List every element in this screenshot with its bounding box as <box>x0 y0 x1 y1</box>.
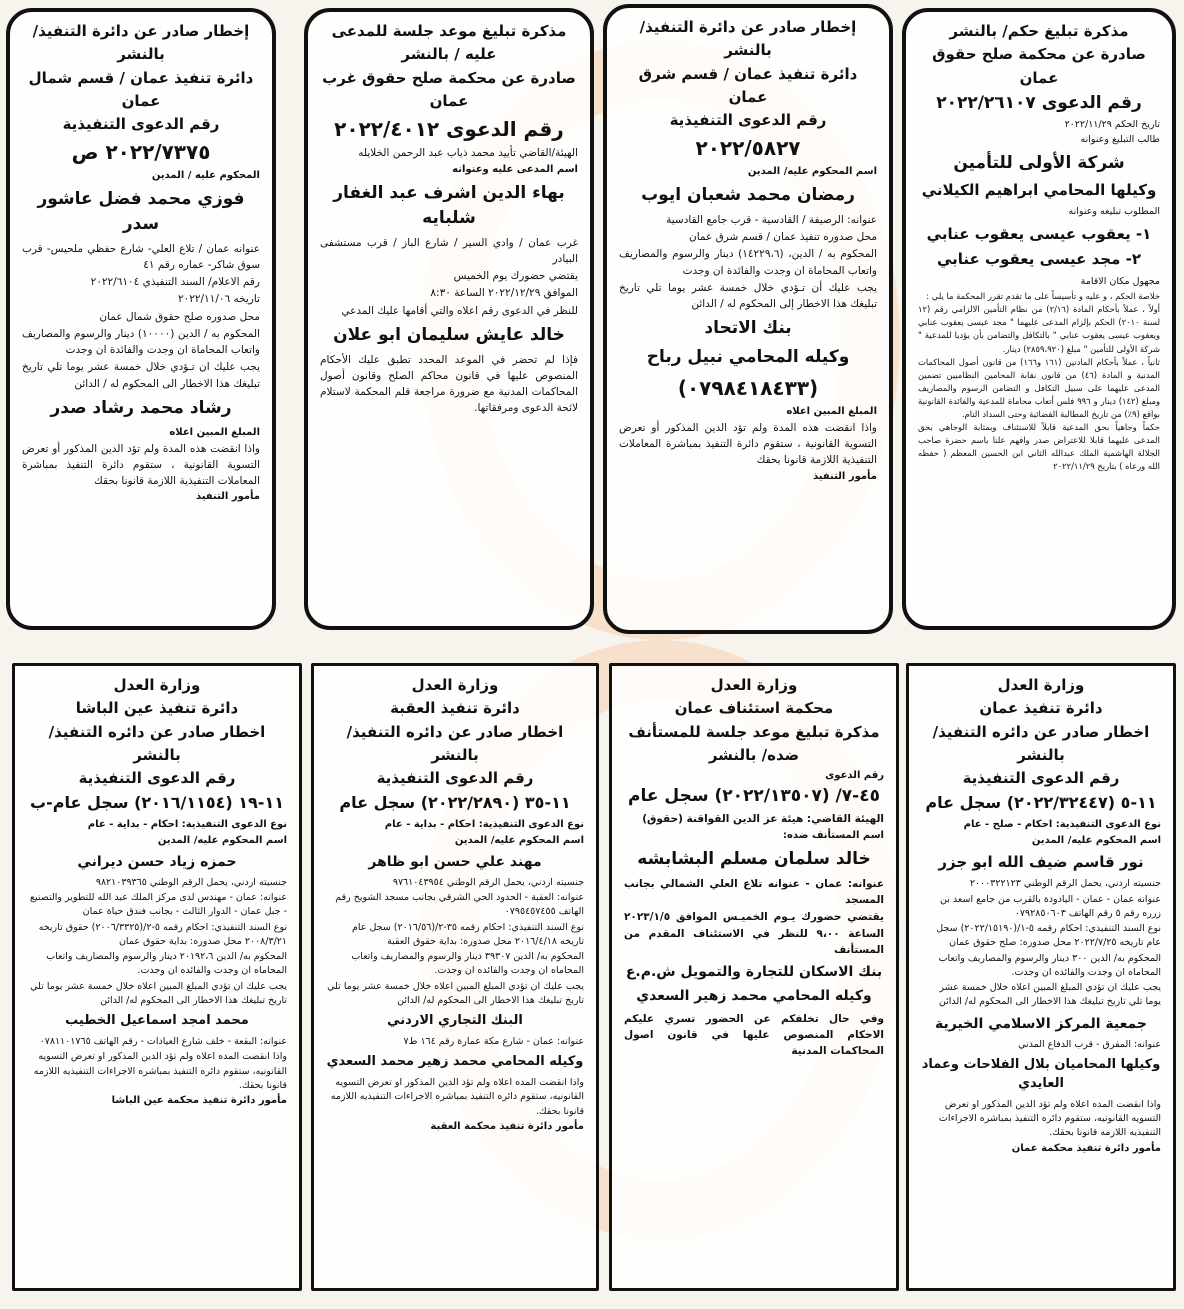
respondent-address: عنوانه: عمان - عنوانه تلاع العلي الشمالي بجانب المسجد <box>624 877 884 906</box>
respondent-name: خالد سلمان مسلم البشابشه <box>637 849 871 870</box>
creditor-lawyer: وكيله المحامي محمد زهير محمد السعدي <box>326 1054 584 1070</box>
debtor-label: اسم المحكوم عليه/ المدين <box>157 834 287 846</box>
issued-by: محل صدوره صلح حقوق شمال عمان <box>99 310 260 323</box>
judge-panel: الهيئة القاضي: هيئة عز الدين القواقنة (حقوق) <box>642 812 884 825</box>
creditor-name: جمعية المركز الاسلامي الخيرية <box>935 1015 1147 1032</box>
court-title: محكمة استئناف عمان <box>674 699 834 718</box>
officer-signature: مأمور التنفيذ <box>195 491 260 503</box>
case-type: نوع الدعوى التنفيذية: احكام - بداية - عام <box>384 818 584 830</box>
case-number: ٢٠٢٢/٧٣٧٥ ص <box>71 140 211 165</box>
creditor-lawyers: وكيلها المحاميان بلال الفلاحات وعماد العايدي <box>921 1057 1161 1092</box>
notice-title: إخطار صادر عن دائرة التنفيذ/ بالنشر <box>639 18 857 60</box>
respondent-label: اسم المستأنف ضده: <box>783 830 884 842</box>
enforcement-warning: واذا انقضت هذه المدة ولم تؤد الدين المذكور أو تعرض التسوية القانونية ، ستقوم دائرة التنفيذ بمباشرة المعاملات التنفيذية اللازمة قانونا بحقك <box>22 442 260 488</box>
judge-panel: الهيئة/القاضي تأييد محمد ذياب عبد الرحمن الخلايله <box>358 147 578 159</box>
payment-deadline: يجب عليك أن تـؤدي خلال خمسة عشر يوما تلي تاريخ تبليغك هذا الاخطار إلى المحكوم له / الدائن <box>619 281 877 311</box>
hearing-details: يقتضي حضورك يـوم الخميـس الموافق ٢٠٢٣/١/٥ الساعة ٩،٠٠ للنظر في الاستئناف المقدم من المستأنف <box>624 911 884 956</box>
absence-warning: وفي حال تخلفكم عن الحضور تسري عليكم الاحكام المنصوص عليها في قانون اصول المحاكمات المدنية <box>624 1012 884 1058</box>
debtor-nationality: جنسيته اردني، يحمل الرقم الوطني ٩٧٦١٠٤٣٩٥٤ <box>392 876 584 888</box>
payment-deadline: يجب عليك ان تؤدي المبلغ المبين اعلاه خلال خمسة عشر يوما تلي تاريخ تبليغك هذا الاخطار الى المحكوم له/ الدائن <box>30 980 287 1006</box>
notice-hearing-west-amman <box>304 8 594 630</box>
payment-deadline: يجب عليك ان تؤدي المبلغ المبين اعلاه خلال خمسة عشر يوما تلي تاريخ تبليغك هذا الاخطار الى المحكوم له/ الدائن <box>938 982 1161 1008</box>
plaintiff-name: خالد عايش سليمان ابو علان <box>333 324 565 345</box>
instrument-details: نوع السند التنفيذي: احكام رقمه ٥-٢/(٢٠٠٦/٣٣٢٥) حقوق تاريخه ٢٠٠٨/٣/٢١ محل صدوره: بداية حقوق عمان <box>38 921 287 947</box>
ministry-title: وزارة العدل <box>710 676 798 694</box>
notice-title: مذكرة تبليغ حكم/ بالنشر <box>949 22 1129 40</box>
notice-title: اخطار صادر عن دائره التنفيذ/ بالنشر <box>48 722 266 764</box>
case-number: رقم الدعوى ٢٠٢٢/٤٠١٢ <box>334 117 564 141</box>
ministry-title: وزارة العدل <box>113 676 201 694</box>
appellant-lawyer: وكيله المحامي محمد زهير السعدي <box>636 988 872 1005</box>
notice-department: دائرة تنفيذ عمان / قسم شرق عمان <box>638 64 858 106</box>
notice-execution-north-amman <box>6 8 276 630</box>
notice-court: صادرة عن محكمة صلح حقوق عمان <box>932 45 1146 87</box>
judgment-amount: المحكوم به/ الدين ٢٠١٩٢،٦ دينار والرسوم والمصاريف واتعاب المحاماه ان وجدت والفائده ان وجدت. <box>46 951 287 977</box>
debtor-address: عنوانه عمان / تلاع العلي- شارع حفظي ملحيس- قرب سوق شاكر- عماره رقم ٤١ <box>22 242 260 271</box>
notice-execution-aqaba <box>311 663 599 1291</box>
case-label: رقم الدعوى التنفيذية <box>62 115 220 133</box>
notice-title: مذكرة تبليغ موعد جلسة للمدعى عليه / بالنشر <box>331 22 567 64</box>
case-number: ٢٠٢٢/٥٨٢٧ <box>695 136 801 161</box>
defendant-name: بهاء الدين اشرف عبد الغفار شلبايه <box>333 183 565 228</box>
case-type: نوع الدعوى التنفيذية: احكام - بداية - عام <box>87 818 287 830</box>
instrument-date: تاريخه ٢٠٢٢/١١/٠٦ <box>177 293 260 306</box>
plaintiff-lawyer: وكيلها المحامي ابراهيم الكيلاني <box>921 180 1157 199</box>
notice-title: اخطار صادر عن دائره التنفيذ/ بالنشر <box>932 722 1150 764</box>
ministry-title: وزارة العدل <box>411 676 499 694</box>
hearing-day: يقتضي حضورك يوم الخميس <box>453 270 578 283</box>
debtor-nationality: جنسيته اردني، يحمل الرقم الوطني ٩٨٢١٠٣٩٣٦٥ <box>95 876 287 888</box>
plaintiff-company: شركة الأولى للتأمين <box>953 153 1125 174</box>
notice-title: مذكرة تبليغ موعد جلسة للمستأنف ضده/ بالنشر <box>628 722 880 764</box>
case-number: رقم الدعوى ٢٠٢٢/٢٦١٠٧ <box>936 92 1142 113</box>
notice-execution-east-amman <box>603 4 893 634</box>
notice-appeal-amman <box>609 663 899 1291</box>
officer-signature: مأمور دائرة تنفيذ محكمة عين الباشا <box>111 1095 287 1107</box>
debtor-address: عنوانه: عمان - مهندس لدى مركز الملك عبد الله للتطوير والتصنيع - جبل عمان - الدوار الثالث - بجانب فندق حياة عمان <box>30 892 287 918</box>
debtor-nationality: جنسيته اردني، يحمل الرقم الوطني ٢٠٠٠٣٢٢١٢٣ <box>969 878 1161 890</box>
debtor-address: عنوانه عمان - عمان - اليادودة بالقرب من جامع اسعد بن زرره رقم ٥ رقم الهاتف ٠٧٩٢٨٥٠٦٠٣ <box>940 893 1161 919</box>
lawyer-phone: (٠٧٩٨٤١٨٤٣٣) <box>677 375 819 400</box>
issued-by: محل صدوره تنفيذ عمان / قسم شرق عمان <box>688 231 877 244</box>
defendant-label: المطلوب تبليغه وعنوانه <box>1068 206 1160 218</box>
case-label: رقم الدعوى التنفيذية <box>376 769 534 787</box>
creditor-name: بنك الاتحاد <box>704 318 792 339</box>
case-number: ١١-٣٥ (٢٠٢٢/٢٨٩٠) سجل عام <box>339 793 571 813</box>
notice-judgment-summons <box>902 8 1176 630</box>
creditor-address: عنوانه: عمان - شارع مكة عمارة رقم ١٦٤ ط٧ <box>403 1036 584 1048</box>
instrument-details: نوع السند التنفيذي: احكام رقمه ٣٥-٢/(٢٠١٦/٥٦) سجل عام تاريخه ٢٠١٦/٤/١٨ محل صدوره: بداية حقوق العقبة <box>352 921 584 947</box>
case-type: نوع الدعوى التنفيذية: احكام - صلح - عام <box>963 818 1161 830</box>
requester-label: طالب التبليغ وعنوانه <box>1080 133 1160 145</box>
debtor-label: اسم المحكوم عليه/ المدين <box>1031 834 1161 846</box>
creditor-address: عنوانه: البقعة - خلف شارع العيادات - رقم الهاتف ٠٧٨١١٠١٧٦٥ <box>39 1036 287 1048</box>
judgment-amount: المحكوم به/ الدين ٣٠٠ دينار والرسوم والمصاريف واتعاب المحاماه ان وجدت والفائده ان وجدت. <box>938 952 1161 978</box>
payment-deadline: يجب عليك ان تؤدي المبلغ المبين اعلاه خلال خمسة عشر يوما تلي تاريخ تبليغك هذا الاخطار الى المحكوم له/ الدائن <box>327 980 584 1006</box>
case-label: رقم الدعوى التنفيذية <box>669 111 827 129</box>
debtor-label: اسم المحكوم عليه/ المدين <box>454 834 584 846</box>
instrument-number: رقم الاعلام/ السند التنفيذي ٢٠٢٢/٦١٠٤ <box>90 276 260 289</box>
notice-execution-ain-albasha <box>12 663 302 1291</box>
debtor-name: نور قاسم ضيف الله ابو جزر <box>938 852 1144 871</box>
residence-unknown: مجهول مكان الاقامة <box>1080 276 1160 288</box>
case-label: رقم الدعوى <box>825 770 884 781</box>
judgment-summary: خلاصة الحكم ، و عليه و تأسيساً على ما تقدم تقرر المحكمة ما يلي : أولاً ، عملاً بأحكام المادة (٢/١٦) من نظام التأمين الالزامي رقم (١٢ لسنة ٢٠١٠) الحكم بإلزام المدعى عليهما " مجد عيسى يعقوب عنابي ويعقوب عيسى يعقوب عنابي " بالتكافل والتضامن بأن يؤديا للمدعية " شركة الأولى للتأمين " مبلغ (٢٨٥٩،٩٢٠) دينار. ثانياً ، عملاً بأحكام المادتين (١٦١ و١٦٦) من قانون أصول المحاكمات المدنية و المادة (٤٦) من قانون نقابة المحامين النظاميين تضمين المدعى عليهما على سبيل التكافل و التضامن الرسوم والمصاريف ومبلغ (١٤٢) دينار و ٩٩٦ فلس أتعاب محاماة للمدعية والفائدة القانونية بواقع (٩٪) من تاريخ المطالبة القضائية وحتى السداد التام. حكماً وجاهياً بحق المدعية قابلاً للاستئناف وبمثابة الوجاهي بحق المدعى عليهما قابلا للاعتراض صدر وافهم علنا باسم حضرة صاحب الجلالة الهاشمية الملك عبدالله الثاني ابن الحسين المعظم ( حفظه الله ورعاه ) بتاريخ ٢٠٢٢/١١/٢٩ <box>918 291 1161 471</box>
debtor-label: المحكوم عليه / المدين <box>151 170 260 182</box>
judgment-amount: المحكوم به / الدين، (١٤٢٢٩،٦) دينار والرسوم والمصاريف واتعاب المحاماة ان وجدت والفائدة ان وجدت <box>619 248 877 277</box>
officer-signature: مأمور التنفيذ <box>812 470 877 482</box>
instrument-details: نوع السند التنفيذي: احكام رقمه ٥-١/(٢٠٢٢/١٥١٩٠) سجل عام تاريخه ٢٠٢٢/٧/٢٥ محل صدوره: صلح حقوق عمان <box>936 923 1161 949</box>
debtor-name: فوزي محمد فضل عاشور سدر <box>37 189 245 234</box>
notice-title: إخطار صادر عن دائرة التنفيذ/ بالنشر <box>32 22 250 64</box>
enforcement-warning: واذا انقضت المده اعلاه ولم تؤد الدين المذكور او تعرض التسويه القانونيه، ستقوم دائره التنفيذ بمباشره الاجراءات التنفيذيه اللازمه قانونا بحقك. <box>938 1098 1161 1139</box>
hearing-purpose: للنظر في الدعوى رقم اعلاه والتي أقامها عليك المدعي <box>341 304 578 317</box>
case-label: رقم الدعوى التنفيذية <box>962 769 1120 787</box>
enforcement-warning: واذا انقضت هذه المدة ولم تؤد الدين المذكور أو تعرض التسوية القانونية ، ستقوم دائرة التنفيذ بمباشرة المعاملات التنفيذية اللازمة قانونا بحقك <box>619 421 877 467</box>
appellant-bank: بنك الاسكان للتجارة والتمويل ش.م.ع <box>625 964 883 981</box>
absence-warning: فإذا لم تحضر في الموعد المحدد تطبق عليك الأحكام المنصوص عليها في قانون محاكم الصلح وقانون أصول المحاكمات المدنية مع ضرورة مراجعة قلم المحكمة لاستلام لائحة الدعوى ومرفقاتها. <box>320 353 578 415</box>
creditor-name: البنك التجاري الاردني <box>387 1013 523 1029</box>
defendant-address: غرب عمان / وادي السير / شارع الباز / قرب مستشفى البيادر <box>320 236 578 265</box>
payment-deadline: يجب عليك ان تـؤدي خلال خمسة عشر يوما تلي تاريخ تبليغك هذا الاخطار الى المحكوم له / الدائن <box>22 361 260 390</box>
enforcement-warning: واذا انقضت المده اعلاه ولم تؤد الدين المذكور او تعرض التسويه القانونيه، ستقوم دائره التنفيذ بمباشره الاجراءات التنفيذيه اللازمه قانونا بحقك. <box>33 1051 287 1091</box>
department-title: دائرة تنفيذ عين الباشا <box>75 699 239 718</box>
defendant-label: اسم المدعى عليه وعنوانه <box>452 164 578 176</box>
judgment-amount: المحكوم به / الدين (١٠٠٠٠) دينار والرسوم والمصاريف واتعاب المحاماة ان وجدت والفائدة ان وجدت <box>22 327 260 357</box>
officer-signature: مأمور دائرة تنفيذ محكمة العقبة <box>430 1120 584 1132</box>
case-number: ٤٥-٧/ (٢٠٢٢/١٣٥٠٧) سجل عام <box>628 786 880 806</box>
notice-department: دائرة تنفيذ عمان / قسم شمال عمان <box>28 68 254 110</box>
debtor-name: حمزه زياد حسن ديراني <box>77 853 237 870</box>
notice-court: صادرة عن محكمة صلح حقوق غرب عمان <box>322 68 576 110</box>
department-title: دائرة تنفيذ العقبة <box>390 699 520 718</box>
officer-signature: مأمور دائرة تنفيذ محكمة عمان <box>1011 1142 1161 1154</box>
debtor-label: اسم المحكوم عليه/ المدين <box>747 166 877 178</box>
department-title: دائرة تنفيذ عمان <box>979 699 1103 718</box>
debtor-name: رمضان محمد شعبان ايوب <box>641 185 855 206</box>
judgment-date: تاريخ الحكم ٢٠٢٢/١١/٢٩ <box>1064 118 1160 130</box>
debtor-address: عنوانه: العقبة - الحدود الحي الشرقي بجانب مسجد الشويخ رقم الهاتف ٠٧٩٥٤٥٧٤٥٥ <box>335 892 584 918</box>
amount-label: المبلغ المبين اعلاه <box>786 405 877 417</box>
defendant-2: ٢- مجد عيسى يعقوب عنابي <box>936 250 1142 269</box>
creditor-address: عنوانه: المفرق - قرب الدفاع المدني <box>1018 1038 1161 1050</box>
debtor-address: عنوانه: الرصيفة / القادسية - قرب جامع القادسية <box>666 213 877 226</box>
creditor-name: رشاد محمد رشاد صدر <box>50 397 232 418</box>
case-number: ١١-٥ (٢٠٢٢/٣٢٤٤٧) سجل عام <box>925 793 1157 813</box>
creditor-lawyer: وكيله المحامي نبيل رباح <box>646 347 850 368</box>
amount-label: المبلغ المبين اعلاه <box>169 426 260 438</box>
enforcement-warning: واذا انقضت المده اعلاه ولم تؤد الدين المذكور او تعرض التسويه القانونيه، ستقوم دائره التنفيذ بمباشره الاجراءات التنفيذيه اللازمه قانونا بحقك. <box>330 1077 584 1117</box>
notice-execution-amman <box>906 663 1176 1291</box>
ministry-title: وزارة العدل <box>997 676 1085 694</box>
creditor-name: محمد امجد اسماعيل الخطيب <box>65 1013 249 1029</box>
debtor-name: مهند علي حسن ابو ظاهر <box>368 853 542 870</box>
judgment-amount: المحكوم به/ الدين ٣٩٣٠٧ دينار والرسوم والمصاريف واتعاب المحاماه ان وجدت والفائده ان وجدت. <box>351 951 584 977</box>
notice-title: اخطار صادر عن دائره التنفيذ/ بالنشر <box>346 722 564 764</box>
case-number: ١١-١٩ (٢٠١٦/١١٥٤) سجل عام-ب <box>30 793 284 813</box>
defendant-1: ١- يعقوب عيسى يعقوب عنابي <box>926 224 1152 243</box>
hearing-date: الموافق ٢٠٢٢/١٢/٢٩ الساعة ٨:٣٠ <box>430 287 578 300</box>
case-label: رقم الدعوى التنفيذية <box>78 769 236 787</box>
